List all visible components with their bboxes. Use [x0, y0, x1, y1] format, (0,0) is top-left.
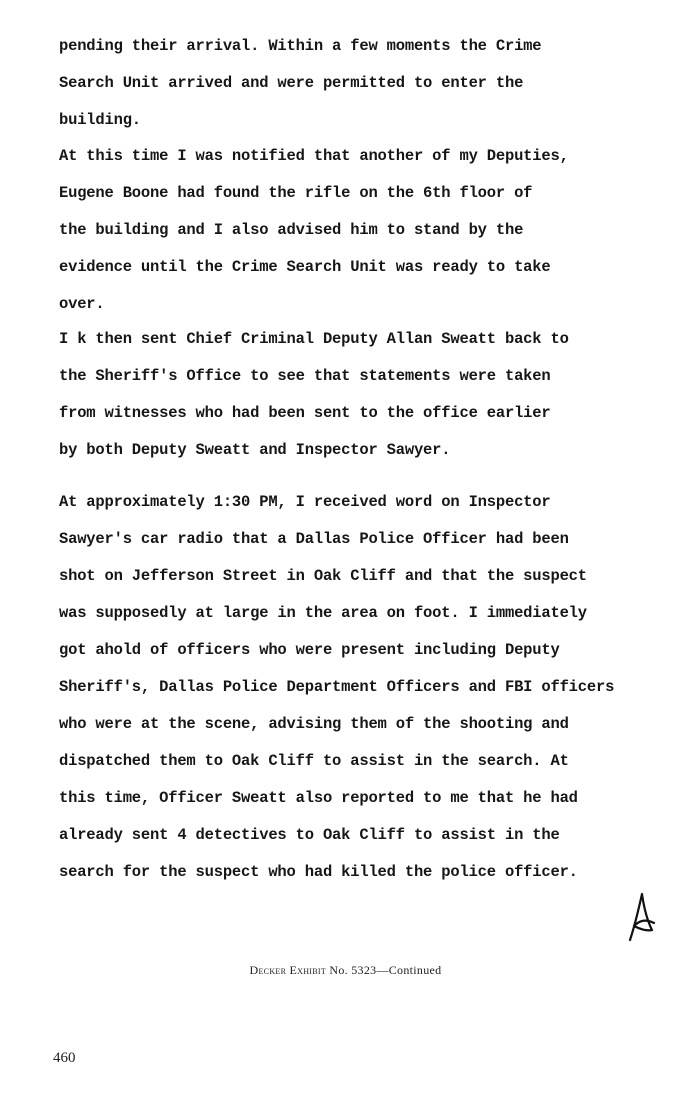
paragraph-1: [59, 35, 679, 146]
paragraph-4: [59, 491, 679, 898]
exhibit-suffix: —Continued: [376, 963, 442, 977]
text-line: this time, Officer Sweatt also reported to me that he had: [59, 789, 578, 807]
text-line: pending their arrival. Within a few moments the Crime: [59, 37, 542, 55]
text-line: At approximately 1:30 PM, I received word on Inspector: [59, 493, 551, 511]
text-line: Search Unit arrived and were permitted to enter the: [59, 74, 524, 92]
text-line: already sent 4 detectives to Oak Cliff to assist in the: [59, 826, 560, 844]
exhibit-label: Decker Exhibit: [249, 963, 327, 977]
text-line: over.: [59, 295, 105, 313]
text-line: shot on Jefferson Street in Oak Cliff and that the suspect: [59, 567, 587, 585]
exhibit-caption: [0, 963, 691, 978]
text-line: was supposedly at large in the area on foot. I immediately: [59, 604, 587, 622]
text-line: Sheriff's, Dallas Police Department Officers and FBI officers: [59, 678, 615, 696]
text-line: the Sheriff's Office to see that statements were taken: [59, 367, 551, 385]
text-line: At this time I was notified that another of my Deputies,: [59, 147, 569, 165]
exhibit-number: No. 5323: [329, 963, 377, 977]
text-line: Eugene Boone had found the rifle on the 6th floor of: [59, 184, 533, 202]
text-line: I k then sent Chief Criminal Deputy Allan Sweatt back to: [59, 330, 569, 348]
page-number: 460: [53, 1050, 76, 1066]
text-line: Sawyer's car radio that a Dallas Police Officer had been: [59, 530, 569, 548]
text-line: by both Deputy Sweatt and Inspector Sawyer.: [59, 441, 451, 459]
text-line: dispatched them to Oak Cliff to assist in the search. At: [59, 752, 569, 770]
text-line: from witnesses who had been sent to the office earlier: [59, 404, 551, 422]
text-line: search for the suspect who had killed the police officer.: [59, 863, 578, 881]
handwritten-initial-icon: [620, 890, 660, 944]
text-line: who were at the scene, advising them of the shooting and: [59, 715, 569, 733]
paragraph-2: [59, 145, 679, 330]
text-line: evidence until the Crime Search Unit was ready to take: [59, 258, 551, 276]
text-line: got ahold of officers who were present including Deputy: [59, 641, 560, 659]
text-line: the building and I also advised him to stand by the: [59, 221, 524, 239]
text-line: building.: [59, 111, 141, 129]
paragraph-3: [59, 328, 679, 476]
